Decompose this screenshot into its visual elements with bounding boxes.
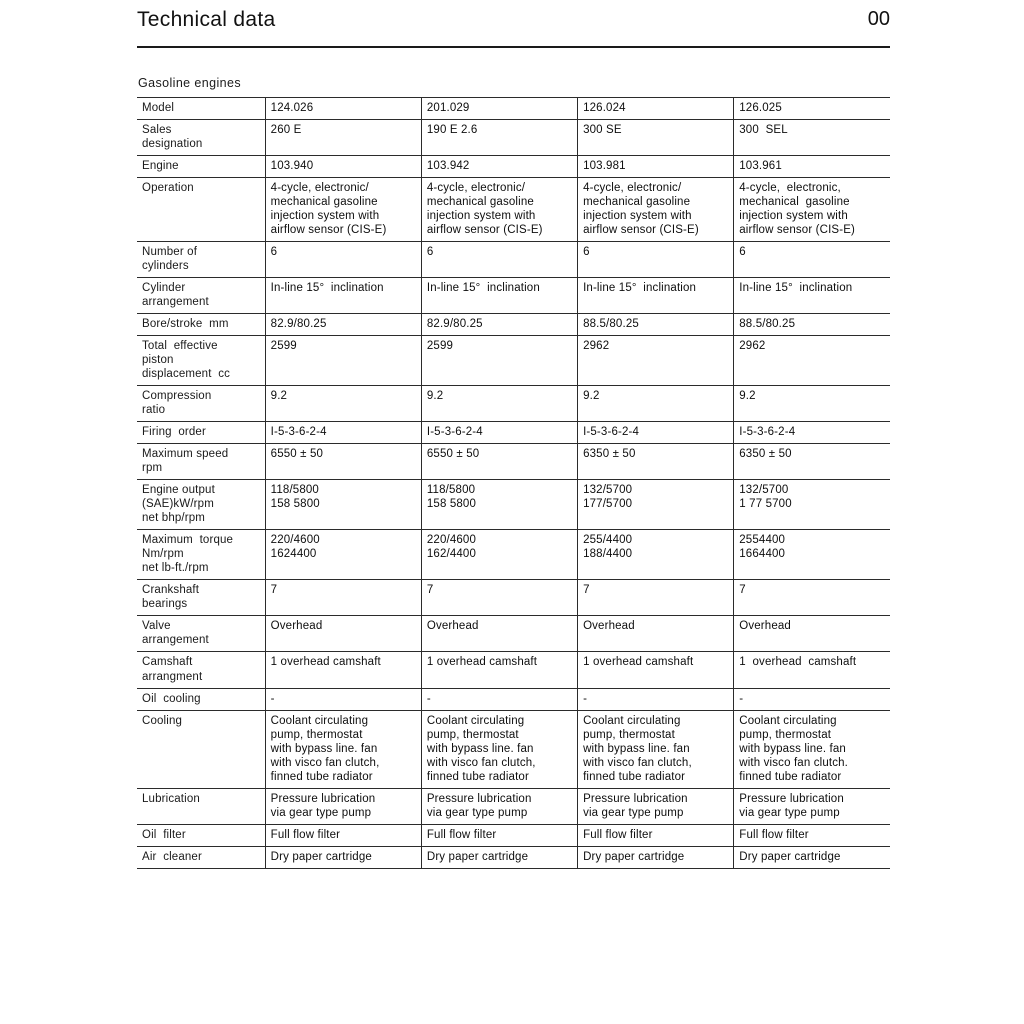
table-cell: 4-cycle, electronic, mechanical gasoline injection system with airflow sensor (CIS-E) bbox=[734, 178, 890, 242]
table-cell: 2554400 1664400 bbox=[734, 530, 890, 580]
table-cell: 6350 ± 50 bbox=[578, 444, 734, 480]
table-cell: Full flow filter bbox=[734, 824, 890, 846]
table-cell: - bbox=[265, 688, 421, 710]
table-cell: 6 bbox=[265, 242, 421, 278]
row-label: Bore/stroke mm bbox=[137, 314, 265, 336]
table-cell: Dry paper cartridge bbox=[734, 846, 890, 868]
table-cell: Overhead bbox=[578, 616, 734, 652]
table-cell: 2962 bbox=[578, 336, 734, 386]
table-cell: 7 bbox=[578, 580, 734, 616]
row-label: Operation bbox=[137, 178, 265, 242]
table-cell: Dry paper cartridge bbox=[421, 846, 577, 868]
row-label: Cooling bbox=[137, 710, 265, 788]
table-row bbox=[137, 530, 890, 580]
table-cell: I-5-3-6-2-4 bbox=[734, 422, 890, 444]
table-cell: I-5-3-6-2-4 bbox=[265, 422, 421, 444]
row-label: Firing order bbox=[137, 422, 265, 444]
table-cell: Full flow filter bbox=[578, 824, 734, 846]
table-row bbox=[137, 336, 890, 386]
table-cell: 300 SE bbox=[578, 120, 734, 156]
row-label: Valve arrangement bbox=[137, 616, 265, 652]
table-cell: Coolant circulating pump, thermostat with bypass line. fan with visco fan clutch. finned tube radiator bbox=[734, 710, 890, 788]
table-cell: 220/4600 162/4400 bbox=[421, 530, 577, 580]
table-cell: 103.961 bbox=[734, 156, 890, 178]
table-cell: 118/5800 158 5800 bbox=[421, 480, 577, 530]
table-cell: 9.2 bbox=[421, 386, 577, 422]
table-cell: 6 bbox=[421, 242, 577, 278]
table-cell: 82.9/80.25 bbox=[421, 314, 577, 336]
table-cell: 2599 bbox=[265, 336, 421, 386]
table-cell: - bbox=[734, 688, 890, 710]
table-cell: 88.5/80.25 bbox=[578, 314, 734, 336]
row-label: Compression ratio bbox=[137, 386, 265, 422]
table-cell: Coolant circulating pump, thermostat with bypass line. fan with visco fan clutch, finned tube radiator bbox=[578, 710, 734, 788]
table-row bbox=[137, 242, 890, 278]
table-cell: Full flow filter bbox=[265, 824, 421, 846]
table-cell: 6 bbox=[734, 242, 890, 278]
table-row bbox=[137, 688, 890, 710]
table-cell: 1 overhead camshaft bbox=[265, 652, 421, 688]
table-cell: 82.9/80.25 bbox=[265, 314, 421, 336]
row-label: Air cleaner bbox=[137, 846, 265, 868]
table-cell: 126.024 bbox=[578, 98, 734, 120]
table-cell: 1 overhead camshaft bbox=[734, 652, 890, 688]
table-cell: 7 bbox=[734, 580, 890, 616]
table-row bbox=[137, 278, 890, 314]
row-label: Engine output (SAE)kW/rpm net bhp/rpm bbox=[137, 480, 265, 530]
table-cell: Overhead bbox=[421, 616, 577, 652]
table-cell: 201.029 bbox=[421, 98, 577, 120]
table-cell: 118/5800 158 5800 bbox=[265, 480, 421, 530]
table-cell: 2962 bbox=[734, 336, 890, 386]
table-cell: Dry paper cartridge bbox=[578, 846, 734, 868]
table-row bbox=[137, 652, 890, 688]
row-label: Crankshaft bearings bbox=[137, 580, 265, 616]
table-row bbox=[137, 616, 890, 652]
table-cell: In-line 15° inclination bbox=[421, 278, 577, 314]
page-title: Technical data bbox=[137, 8, 276, 31]
table-cell: 6350 ± 50 bbox=[734, 444, 890, 480]
table-cell: 2599 bbox=[421, 336, 577, 386]
table-cell: 300 SEL bbox=[734, 120, 890, 156]
table-cell: 1 overhead camshaft bbox=[421, 652, 577, 688]
table-cell: Coolant circulating pump, thermostat with bypass line. fan with visco fan clutch, finned tube radiator bbox=[421, 710, 577, 788]
table-cell: Overhead bbox=[734, 616, 890, 652]
table-cell: 190 E 2.6 bbox=[421, 120, 577, 156]
row-label: Sales designation bbox=[137, 120, 265, 156]
row-label: Maximum speed rpm bbox=[137, 444, 265, 480]
table-cell: 103.940 bbox=[265, 156, 421, 178]
table-cell: Pressure lubrication via gear type pump bbox=[734, 788, 890, 824]
table-cell: 9.2 bbox=[578, 386, 734, 422]
table-cell: 6550 ± 50 bbox=[421, 444, 577, 480]
table-cell: 4-cycle, electronic/ mechanical gasoline injection system with airflow sensor (CIS-E) bbox=[578, 178, 734, 242]
table-cell: Overhead bbox=[265, 616, 421, 652]
table-cell: 6 bbox=[578, 242, 734, 278]
table-row bbox=[137, 444, 890, 480]
row-label: Oil cooling bbox=[137, 688, 265, 710]
row-label: Oil filter bbox=[137, 824, 265, 846]
row-label: Engine bbox=[137, 156, 265, 178]
table-cell: Pressure lubrication via gear type pump bbox=[265, 788, 421, 824]
table-row bbox=[137, 788, 890, 824]
table-row bbox=[137, 480, 890, 530]
table-cell: 220/4600 1624400 bbox=[265, 530, 421, 580]
table-row bbox=[137, 846, 890, 868]
table-cell: 6550 ± 50 bbox=[265, 444, 421, 480]
section-caption: Gasoline engines bbox=[138, 76, 241, 90]
table-cell: - bbox=[578, 688, 734, 710]
table-row bbox=[137, 120, 890, 156]
table-cell: 124.026 bbox=[265, 98, 421, 120]
table-cell: I-5-3-6-2-4 bbox=[421, 422, 577, 444]
row-label: Camshaft arrangment bbox=[137, 652, 265, 688]
table-cell: 103.981 bbox=[578, 156, 734, 178]
table-row bbox=[137, 422, 890, 444]
table-cell: 4-cycle, electronic/ mechanical gasoline injection system with airflow sensor (CIS-E) bbox=[421, 178, 577, 242]
table-cell: 132/5700 177/5700 bbox=[578, 480, 734, 530]
table-row bbox=[137, 98, 890, 120]
table-cell: 255/4400 188/4400 bbox=[578, 530, 734, 580]
table-row bbox=[137, 710, 890, 788]
table-cell: Pressure lubrication via gear type pump bbox=[578, 788, 734, 824]
table-row bbox=[137, 314, 890, 336]
table-row bbox=[137, 580, 890, 616]
row-label: Model bbox=[137, 98, 265, 120]
table-cell: 9.2 bbox=[734, 386, 890, 422]
table-cell: 126.025 bbox=[734, 98, 890, 120]
technical-data-table bbox=[137, 97, 890, 869]
table-body bbox=[137, 98, 890, 869]
table-row bbox=[137, 824, 890, 846]
table-cell: Coolant circulating pump, thermostat with bypass line. fan with visco fan clutch, finned tube radiator bbox=[265, 710, 421, 788]
table-cell: - bbox=[421, 688, 577, 710]
table-cell: 132/5700 1 77 5700 bbox=[734, 480, 890, 530]
table-cell: Pressure lubrication via gear type pump bbox=[421, 788, 577, 824]
table-row bbox=[137, 156, 890, 178]
table-cell: In-line 15° inclination bbox=[578, 278, 734, 314]
row-label: Cylinder arrangement bbox=[137, 278, 265, 314]
table-cell: Dry paper cartridge bbox=[265, 846, 421, 868]
table-cell: 88.5/80.25 bbox=[734, 314, 890, 336]
table-cell: 9.2 bbox=[265, 386, 421, 422]
table-cell: 4-cycle, electronic/ mechanical gasoline injection system with airflow sensor (CIS-E) bbox=[265, 178, 421, 242]
table-cell: Full flow filter bbox=[421, 824, 577, 846]
table-cell: 7 bbox=[421, 580, 577, 616]
table-row bbox=[137, 178, 890, 242]
chapter-number: 00 bbox=[867, 8, 890, 30]
table-row bbox=[137, 386, 890, 422]
table-cell: I-5-3-6-2-4 bbox=[578, 422, 734, 444]
table-cell: 7 bbox=[265, 580, 421, 616]
table-cell: In-line 15° inclination bbox=[734, 278, 890, 314]
row-label: Lubrication bbox=[137, 788, 265, 824]
table-cell: 1 overhead camshaft bbox=[578, 652, 734, 688]
row-label: Number of cylinders bbox=[137, 242, 265, 278]
row-label: Total effective piston displacement cc bbox=[137, 336, 265, 386]
row-label: Maximum torque Nm/rpm net lb-ft./rpm bbox=[137, 530, 265, 580]
table-cell: In-line 15° inclination bbox=[265, 278, 421, 314]
table-cell: 260 E bbox=[265, 120, 421, 156]
table-cell: 103.942 bbox=[421, 156, 577, 178]
page-header bbox=[137, 8, 890, 48]
